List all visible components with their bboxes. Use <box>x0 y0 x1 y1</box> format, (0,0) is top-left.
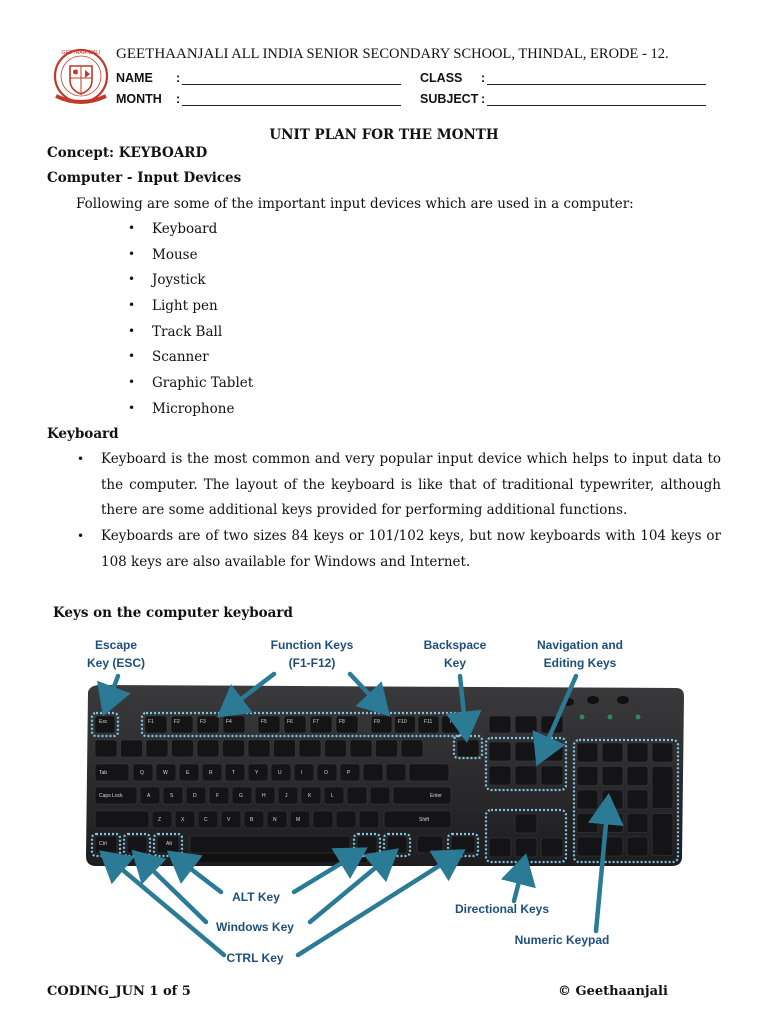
key-cap <box>387 836 407 853</box>
label-alt: ALT Key <box>232 890 280 904</box>
key-cap <box>244 811 264 828</box>
bullet-icon: • <box>128 323 136 338</box>
key-cap <box>451 836 475 853</box>
key-legend-x: X <box>181 817 185 823</box>
key-cap <box>95 811 149 828</box>
key-legend-a: A <box>147 793 151 799</box>
key-legend-f6: F6 <box>287 719 293 725</box>
footer-page-info: CODING_JUN 1 of 5 <box>47 984 191 999</box>
key-legend-d: D <box>193 793 197 799</box>
key-cap <box>386 764 406 781</box>
label-backspace-line2: Key <box>443 656 467 670</box>
key-cap <box>409 764 449 781</box>
key-cap <box>602 743 623 762</box>
label-ctrl: CTRL Key <box>226 951 284 965</box>
key-legend-ctrl: Ctrl <box>99 841 107 847</box>
label-function-line2: (F1-F12) <box>288 656 336 670</box>
key-legend-f3: F3 <box>200 719 206 725</box>
list-item <box>128 221 253 247</box>
key-cap <box>294 764 314 781</box>
keyboard-diagram <box>78 630 702 970</box>
bullet-icon: • <box>128 246 136 261</box>
key-cap <box>652 767 673 809</box>
list-item <box>128 324 253 350</box>
key-legend-c: C <box>204 817 208 823</box>
key-legend-f11: F11 <box>424 719 433 725</box>
key-cap <box>363 764 383 781</box>
class-label: CLASS <box>420 71 463 85</box>
key-legend-g: G <box>239 793 243 799</box>
key-cap <box>652 743 673 762</box>
key-legend-n: N <box>273 817 277 823</box>
school-logo <box>48 44 114 110</box>
key-legend-f12: F12 <box>450 719 459 725</box>
subject-label: SUBJECT <box>420 92 479 106</box>
key-cap <box>417 836 443 853</box>
key-legend-f: F <box>216 793 220 799</box>
page-title: UNIT PLAN FOR THE MONTH <box>269 127 499 143</box>
key-cap <box>627 743 648 762</box>
key-cap <box>274 740 296 757</box>
key-cap <box>127 836 147 853</box>
keyboard-heading: Keyboard <box>47 426 119 442</box>
arrow-directional <box>514 862 524 901</box>
key-legend-b: B <box>250 817 254 823</box>
key-legend-f9: F9 <box>374 719 380 725</box>
bullet-icon: • <box>77 452 85 466</box>
concept-heading: Concept: KEYBOARD <box>47 145 208 161</box>
key-legend-w: W <box>163 770 168 776</box>
key-cap <box>370 787 390 804</box>
key-cap <box>489 716 511 733</box>
key-cap <box>577 767 598 786</box>
key-cap <box>627 790 648 809</box>
key-cap <box>515 814 537 833</box>
keyboard-point-text: Keyboard is the most common and very popular input device which helps to input data to the computer. The layout of the keyboard is like that of traditional typewriter, although there are some additional keys provided for performing additional functions. <box>101 451 721 518</box>
label-navigation-line1: Navigation and <box>536 638 624 652</box>
label-escape-line2: Key (ESC) <box>86 656 146 670</box>
arrow-ctrl-right <box>298 854 458 955</box>
key-cap <box>457 740 479 757</box>
label-numeric: Numeric Keypad <box>514 933 610 947</box>
led-indicator <box>580 715 585 720</box>
key-legend-i: I <box>301 770 303 776</box>
media-button <box>617 696 629 704</box>
keys-heading: Keys on the computer keyboard <box>53 605 293 621</box>
key-legend-caps: Caps Lock <box>99 793 123 799</box>
device-label: Light pen <box>152 298 218 315</box>
key-legend-h: H <box>262 793 266 799</box>
key-cap <box>313 811 333 828</box>
key-cap <box>515 716 537 733</box>
school-name-main: GEETHAANJALI <box>116 46 229 62</box>
key-legend-f1: F1 <box>148 719 154 725</box>
key-cap <box>627 837 648 856</box>
key-cap <box>577 743 598 762</box>
footer-copyright: © Geethaanjali <box>558 984 668 999</box>
key-legend-k: K <box>308 793 312 799</box>
bullet-icon: • <box>128 349 136 364</box>
key-legend-r: R <box>209 770 213 776</box>
device-label: Scanner <box>152 349 209 366</box>
key-cap <box>221 811 241 828</box>
key-cap <box>347 787 367 804</box>
key-legend-f10: F10 <box>398 719 407 725</box>
led-indicator <box>608 715 613 720</box>
logo-text: GEETHAANJALI <box>61 50 101 56</box>
key-cap <box>190 836 350 853</box>
key-legend-e: E <box>186 770 190 776</box>
key-legend-f7: F7 <box>313 719 319 725</box>
class-input-line[interactable] <box>487 84 706 85</box>
key-cap <box>95 740 117 757</box>
key-cap <box>278 787 298 804</box>
key-cap <box>515 766 537 785</box>
key-cap <box>324 787 344 804</box>
key-legend-f8: F8 <box>339 719 345 725</box>
class-colon: : <box>481 71 486 85</box>
key-legend-j: J <box>285 793 288 799</box>
key-legend-esc: Esc <box>99 719 108 725</box>
arrow-ctrl-left <box>106 856 224 955</box>
device-label: Mouse <box>152 246 198 263</box>
key-legend-f5: F5 <box>261 719 267 725</box>
intro-text: Following are some of the important input devices which are used in a computer: <box>76 196 634 212</box>
school-name-rest: ALL INDIA SENIOR SECONDARY SCHOOL, THINDAL, ERODE - 12. <box>228 46 669 62</box>
key-cap <box>384 811 451 828</box>
device-label: Keyboard <box>152 221 218 237</box>
key-cap <box>489 766 511 785</box>
key-legend-shift: Shift <box>419 817 430 823</box>
media-button <box>587 696 599 704</box>
bullet-icon: • <box>128 375 136 390</box>
subject-input-line[interactable] <box>487 105 706 106</box>
section-heading: Computer - Input Devices <box>47 170 242 186</box>
key-cap <box>577 790 598 809</box>
key-cap <box>152 811 172 828</box>
key-cap <box>515 742 537 761</box>
list-item <box>128 349 253 375</box>
name-input-line[interactable] <box>182 84 401 85</box>
key-cap <box>198 811 218 828</box>
bullet-icon: • <box>128 272 136 287</box>
month-colon: : <box>176 92 181 106</box>
key-cap <box>223 740 245 757</box>
key-legend-q: Q <box>140 770 144 776</box>
key-cap <box>489 838 511 857</box>
key-cap <box>627 767 648 786</box>
list-item <box>128 401 253 427</box>
key-cap <box>515 838 537 857</box>
key-legend-p: P <box>347 770 351 776</box>
key-cap <box>602 767 623 786</box>
key-legend-y: Y <box>255 770 259 776</box>
label-windows: Windows Key <box>216 920 294 934</box>
month-label: MONTH <box>116 92 162 106</box>
key-legend-z: Z <box>158 817 162 823</box>
device-label: Joystick <box>152 272 206 289</box>
keyboard-point-text: Keyboards are of two sizes 84 keys or 101/102 keys, but now keyboards with 104 keys or 108 keys are also available for Windows and Internet. <box>101 528 721 570</box>
school-name <box>116 46 669 63</box>
key-legend-alt: Alt <box>166 841 172 847</box>
key-cap <box>541 838 563 857</box>
key-cap <box>541 766 563 785</box>
led-indicator <box>636 715 641 720</box>
key-cap <box>146 740 168 757</box>
bullet-icon: • <box>128 298 136 313</box>
name-label: NAME <box>116 71 153 85</box>
key-cap <box>401 740 423 757</box>
key-cap <box>197 740 219 757</box>
device-list <box>128 221 253 427</box>
label-backspace-line1: Backspace <box>423 638 487 652</box>
list-item <box>128 375 253 401</box>
key-cap <box>350 740 372 757</box>
key-cap <box>393 787 451 804</box>
key-cap <box>652 814 673 856</box>
key-legend-enter: Enter <box>430 793 442 799</box>
key-cap <box>248 740 270 757</box>
key-cap <box>267 811 287 828</box>
key-cap <box>577 814 598 833</box>
keyboard-point <box>77 447 721 524</box>
key-legend-s: S <box>170 793 174 799</box>
name-colon: : <box>176 71 181 85</box>
key-legend-o: O <box>324 770 328 776</box>
key-cap <box>121 740 143 757</box>
subject-colon: : <box>481 92 486 106</box>
bullet-icon: • <box>128 221 136 235</box>
list-item <box>128 272 253 298</box>
list-item <box>128 247 253 273</box>
key-legend-t: T <box>232 770 236 776</box>
label-escape-line1: Escape <box>94 638 138 652</box>
key-legend-v: V <box>227 817 231 823</box>
device-label: Track Ball <box>152 323 223 340</box>
bullet-icon: • <box>128 400 136 415</box>
key-cap <box>336 811 356 828</box>
keyboard-point <box>77 524 721 575</box>
month-input-line[interactable] <box>182 105 401 106</box>
key-legend-u: U <box>278 770 282 776</box>
key-cap <box>299 740 321 757</box>
key-cap <box>325 740 347 757</box>
key-legend-l: L <box>331 793 334 799</box>
device-label: Microphone <box>152 400 235 417</box>
key-cap <box>376 740 398 757</box>
bullet-icon: • <box>77 529 85 543</box>
key-cap <box>489 742 511 761</box>
key-legend-f4: F4 <box>226 719 232 725</box>
key-cap <box>359 811 379 828</box>
key-legend-tab: Tab <box>99 770 108 776</box>
key-cap <box>175 811 195 828</box>
key-legend-m: M <box>296 817 301 823</box>
key-legend-f2: F2 <box>174 719 180 725</box>
key-cap <box>602 790 623 809</box>
label-directional: Directional Keys <box>454 902 550 916</box>
key-cap <box>577 837 623 856</box>
key-cap <box>627 814 648 833</box>
key-cap <box>172 740 194 757</box>
device-label: Graphic Tablet <box>152 375 254 392</box>
list-item <box>128 298 253 324</box>
label-navigation-line2: Editing Keys <box>543 656 617 670</box>
label-function-line1: Function Keys <box>270 638 354 652</box>
